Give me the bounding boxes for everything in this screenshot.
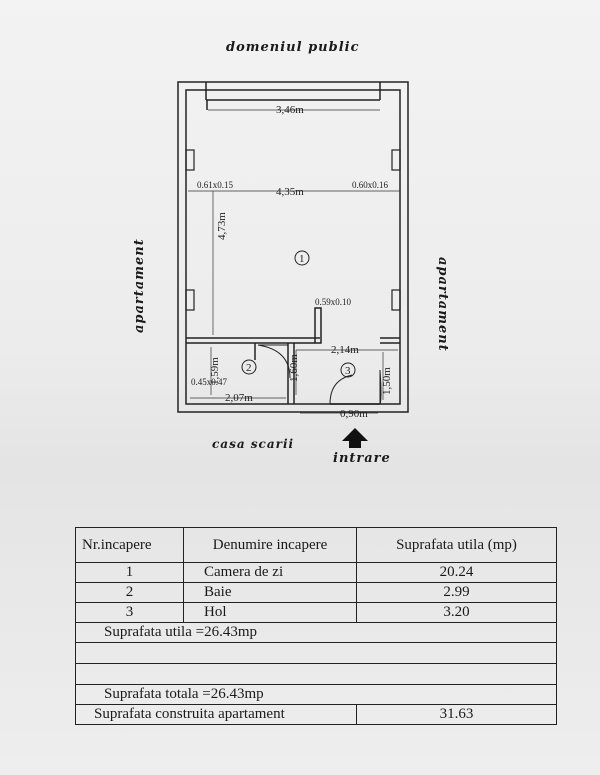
note-0-59x0-10: 0.59x0.10 [315, 297, 351, 307]
label-intrare: intrare [333, 451, 391, 466]
row-utila [76, 623, 557, 643]
cell-nr: 1 [76, 563, 184, 583]
suprafata-construita-label: Suprafata construita apartament [76, 705, 357, 725]
label-domeniul-public: domeniul public [226, 40, 360, 55]
cell-nr: 3 [76, 603, 184, 623]
note-0-61x0-15: 0.61x0.15 [197, 180, 233, 190]
cell-name: Baie [184, 583, 357, 603]
table-header-row [76, 528, 557, 563]
header-nr: Nr.incapere [76, 528, 184, 563]
empty-cell [76, 643, 557, 664]
room-number-2: 2 [246, 362, 252, 374]
dim-1-60: 1,60m [288, 354, 300, 382]
row-empty [76, 664, 557, 685]
note-0-60x0-16: 0.60x0.16 [352, 180, 388, 190]
suprafata-construita-value: 31.63 [357, 705, 557, 725]
dim-4-35: 4,35m [276, 186, 304, 198]
room-number-3: 3 [345, 365, 351, 377]
empty-cell [76, 664, 557, 685]
suprafata-totala: Suprafata totala =26.43mp [76, 685, 557, 705]
room-number-1: 1 [299, 253, 305, 265]
cell-area: 20.24 [357, 563, 557, 583]
cell-name: Camera de zi [184, 563, 357, 583]
dim-2-14: 2,14m [331, 344, 359, 356]
row-empty [76, 643, 557, 664]
header-denumire: Denumire incapere [184, 528, 357, 563]
entrance-arrow-icon [342, 428, 368, 448]
cell-nr: 2 [76, 583, 184, 603]
dim-1-59: 1,59m [209, 357, 221, 385]
label-apartament-right: apartament [435, 257, 450, 352]
label-casa-scarii: casa scarii [212, 437, 295, 451]
note-0-45x0-47: 0.45x0.47 [191, 377, 227, 387]
table-row [76, 603, 557, 623]
dim-3-46: 3,46m [276, 104, 304, 116]
table-row [76, 583, 557, 603]
suprafata-utila: Suprafata utila =26.43mp [76, 623, 557, 643]
cell-area: 3.20 [357, 603, 557, 623]
header-suprafata: Suprafata utila (mp) [357, 528, 557, 563]
row-construita [76, 705, 557, 725]
dim-0-90: 0,90m [340, 408, 368, 420]
cell-name: Hol [184, 603, 357, 623]
dim-2-07: 2,07m [225, 392, 253, 404]
area-table [75, 527, 557, 725]
table-row [76, 563, 557, 583]
row-totala [76, 685, 557, 705]
label-apartament-left: apartament [132, 238, 147, 333]
dim-1-50: 1,50m [381, 367, 393, 395]
cell-area: 2.99 [357, 583, 557, 603]
doors [258, 345, 381, 404]
dim-4-73: 4,73m [216, 212, 228, 240]
